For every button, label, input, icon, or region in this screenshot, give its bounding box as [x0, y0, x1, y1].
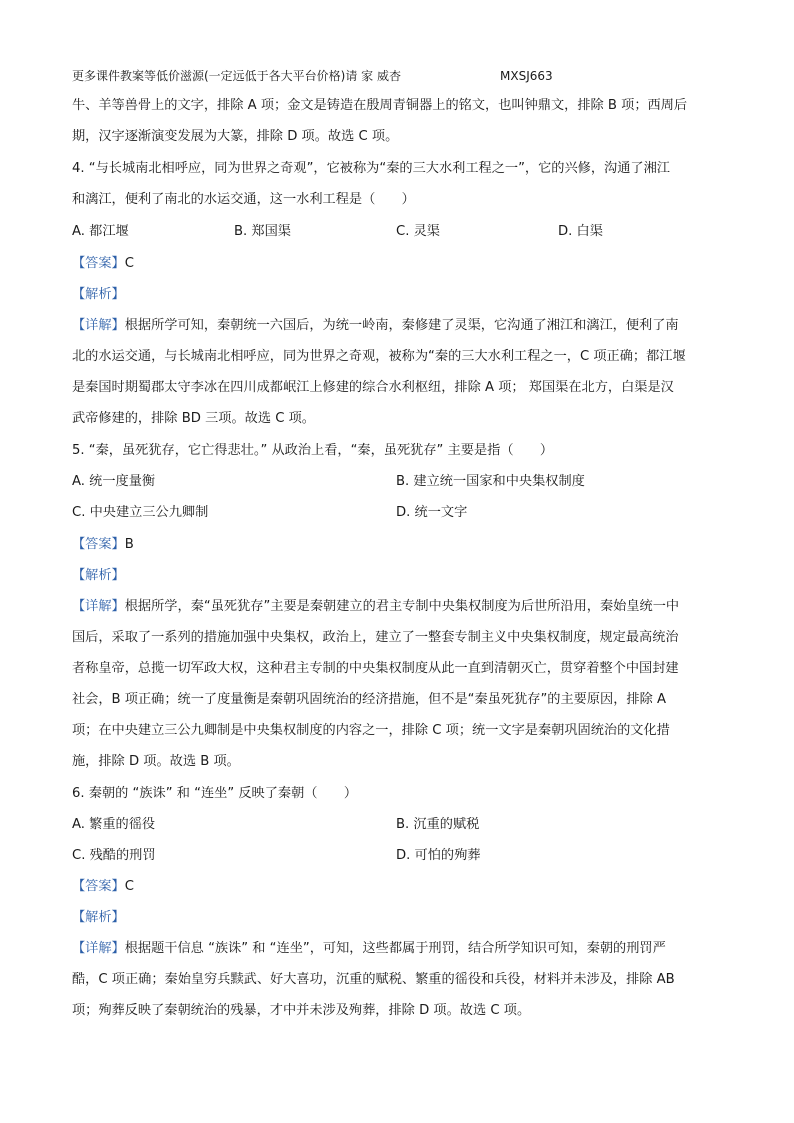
page-header	[72, 66, 732, 86]
option-c: C. 中央建立三公九卿制	[72, 505, 209, 520]
detail-text: 根据题干信息 “族诛” 和 “连坐”，可知，这些都属于刑罚，结合所学知识可知，秦朝的刑罚严	[124, 941, 666, 956]
option-d: D. 白渠	[558, 224, 603, 239]
answer-line	[72, 535, 732, 555]
detail-text: 根据所学可知，秦朝统一六国后，为统一岭南，秦修建了灵渠，它沟通了湘江和漓江，便利了南	[124, 318, 679, 333]
detail-line: 社会，B 项正确；统一了度量衡是秦朝巩固统治的经济措施，但不是“秦虽死犹存”的主要原因，排除 A	[72, 692, 666, 707]
detail-line: 项；殉葬反映了秦朝统治的残暴，才中并未涉及殉葬，排除 D 项。故选 C 项。	[72, 1003, 531, 1018]
option-a: A. 繁重的徭役	[72, 817, 156, 832]
option-b: B. 郑国渠	[234, 224, 291, 239]
analysis-tag: 【解析】	[72, 910, 125, 925]
option-a: A. 都江堰	[72, 224, 129, 239]
header-code: MXSJ663	[500, 69, 553, 83]
intro-line: 期，汉字逐渐演变发展为大篆，排除 D 项。故选 C 项。	[72, 129, 399, 144]
detail-text: 根据所学，秦“虽死犹存”主要是秦朝建立的君主专制中央集权制度为后世所沿用，秦始皇统一中	[124, 599, 680, 614]
option-d: D. 可怕的殉葬	[396, 848, 481, 863]
detail-line: 是秦国时期蜀郡太守李冰在四川成都岷江上修建的综合水利枢纽，排除 A 项； 郑国渠在北方，白渠是汉	[72, 380, 674, 395]
detail-line: 北的水运交通，与长城南北相呼应，同为世界之奇观，被称为“秦的三大水利工程之一，C 项正确；都江堰	[72, 349, 686, 364]
option-b: B. 建立统一国家和中央集权制度	[396, 474, 585, 489]
detail-line: 国后，采取了一系列的措施加强中央集权，政治上，建立了一整套专制主义中央集权制度，规定最高统治	[72, 630, 679, 645]
answer-line	[72, 254, 732, 274]
detail-line	[72, 316, 732, 336]
question-5-stem: 5. “秦，虽死犹存，它亡得悲壮。” 从政治上看，“秦，虽死犹存” 主要是指（ ）	[72, 443, 554, 458]
answer-tag: 【答案】	[72, 256, 125, 271]
answer-tag: 【答案】	[72, 537, 125, 552]
detail-tag: 【详解】	[72, 318, 125, 333]
detail-tag: 【详解】	[72, 599, 125, 614]
answer-line	[72, 877, 732, 897]
header-text: 更多课件教案等低价滋源(一定远低于各大平台价格)请 家 威杏	[72, 69, 401, 83]
option-d: D. 统一文字	[396, 505, 468, 520]
question-6-stem: 6. 秦朝的 “族诛” 和 “连坐” 反映了秦朝（ ）	[72, 786, 358, 801]
detail-line: 项；在中央建立三公九卿制是中央集权制度的内容之一，排除 C 项；统一文字是秦朝巩固统治的文化措	[72, 723, 670, 738]
detail-line	[72, 939, 732, 959]
option-c: C. 残酷的刑罚	[72, 848, 156, 863]
option-a: A. 统一度量衡	[72, 474, 156, 489]
analysis-tag: 【解析】	[72, 287, 125, 302]
analysis-tag: 【解析】	[72, 568, 125, 583]
option-c: C. 灵渠	[396, 224, 440, 239]
detail-line: 酷，C 项正确；秦始皇穷兵黩武、好大喜功，沉重的赋税、繁重的徭役和兵役，材料并未涉及，排除 AB	[72, 972, 675, 987]
answer-value: B	[124, 537, 134, 552]
answer-value: C	[124, 879, 134, 894]
detail-line: 者称皇帝，总揽一切军政大权，这种君主专制的中央集权制度从此一直到清朝灭亡，贯穿着整个中国封建	[72, 661, 679, 676]
option-b: B. 沉重的赋税	[396, 817, 480, 832]
question-4-stem: 4. “与长城南北相呼应，同为世界之奇观”，它被称为“秦的三大水利工程之一”，它的兴修，沟通了湘江	[72, 161, 670, 176]
question-4-stem: 和漓江，便利了南北的水运交通，这一水利工程是（ ）	[72, 192, 415, 207]
intro-line: 牛、羊等兽骨上的文字，排除 A 项；金文是铸造在殷周青铜器上的铭文，也叫钟鼎文，排除 B 项；西周后	[72, 98, 688, 113]
detail-line: 武帝修建的，排除 BD 三项。故选 C 项。	[72, 411, 315, 426]
answer-value: C	[124, 256, 134, 271]
detail-line	[72, 597, 732, 617]
answer-tag: 【答案】	[72, 879, 125, 894]
detail-tag: 【详解】	[72, 941, 125, 956]
detail-line: 施，排除 D 项。故选 B 项。	[72, 754, 240, 769]
